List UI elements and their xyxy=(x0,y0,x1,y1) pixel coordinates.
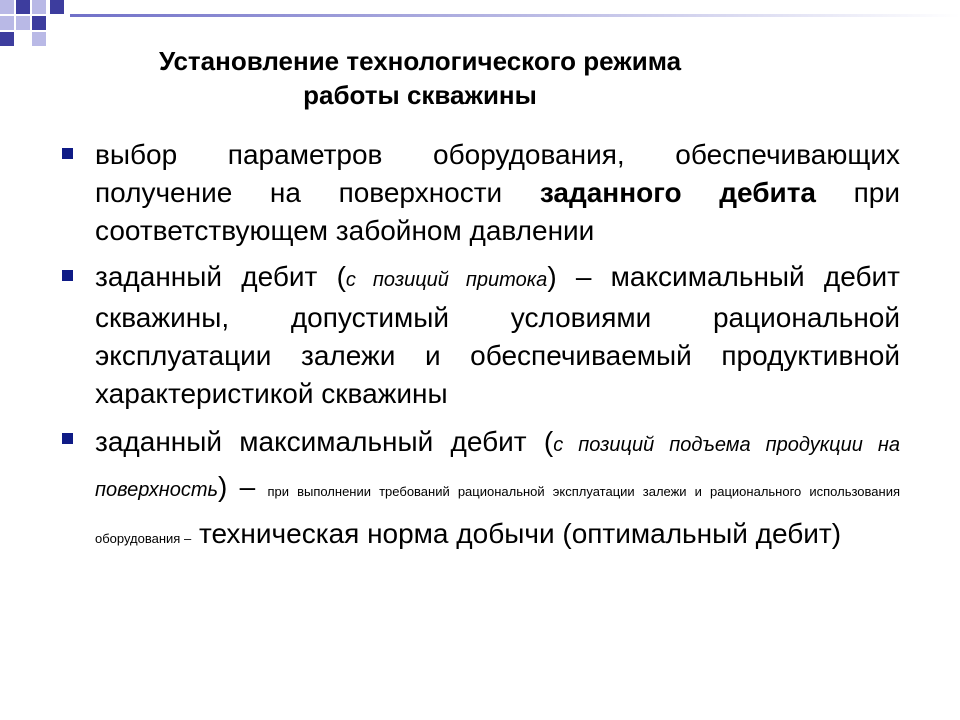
decoration-square xyxy=(0,0,14,14)
bullet-item xyxy=(62,136,900,250)
bullet-item xyxy=(62,421,900,560)
bullet-text-part: ) – максимальный дебит скважины, допустимый условиями рациональной эксплуатации залежи и обеспечиваемый продуктивной характеристикой скважины xyxy=(95,261,901,409)
bullet-text-part: выбор параметров оборудования, обеспечивающих получение на поверхности xyxy=(95,139,900,208)
bullet-text xyxy=(95,258,900,413)
decoration-square xyxy=(16,16,30,30)
bullet-small-note: при выполнении требований рациональной эксплуатации залежи и рационального использования оборудования – xyxy=(95,484,900,546)
decoration-square xyxy=(32,32,46,46)
bullet-text-part: заданный максимальный дебит ( xyxy=(95,426,554,457)
bullet-list xyxy=(62,136,900,568)
bullet-marker-icon xyxy=(62,433,73,444)
bullet-italic-note: с позиций подъема продукции на поверхность xyxy=(95,434,901,501)
decoration-square xyxy=(0,16,14,30)
bullet-text xyxy=(95,421,900,560)
bullet-marker-icon xyxy=(62,270,73,281)
bullet-italic-note: с позиций притока xyxy=(345,269,548,291)
decoration-rule xyxy=(70,14,960,17)
bullet-text-part: ) – xyxy=(218,471,268,502)
bullet-marker-icon xyxy=(62,148,73,159)
decoration-square xyxy=(32,0,46,14)
slide-title xyxy=(120,44,720,112)
decoration-square xyxy=(32,16,46,30)
slide-title-line2: работы скважины xyxy=(303,80,537,110)
bullet-text-part: при соответствующем забойном давлении xyxy=(95,177,901,246)
decoration-square xyxy=(16,0,30,14)
bullet-text xyxy=(95,136,900,250)
bullet-item xyxy=(62,258,900,413)
slide-title-line1: Установление технологического режима xyxy=(158,46,682,76)
bullet-text-part: заданный дебит ( xyxy=(95,261,346,292)
bullet-text-part: техническая норма добычи (оптимальный дебит) xyxy=(191,518,842,549)
decoration-square xyxy=(50,0,64,14)
decoration-square xyxy=(0,32,14,46)
bullet-bold-term: заданного дебита xyxy=(539,177,817,208)
